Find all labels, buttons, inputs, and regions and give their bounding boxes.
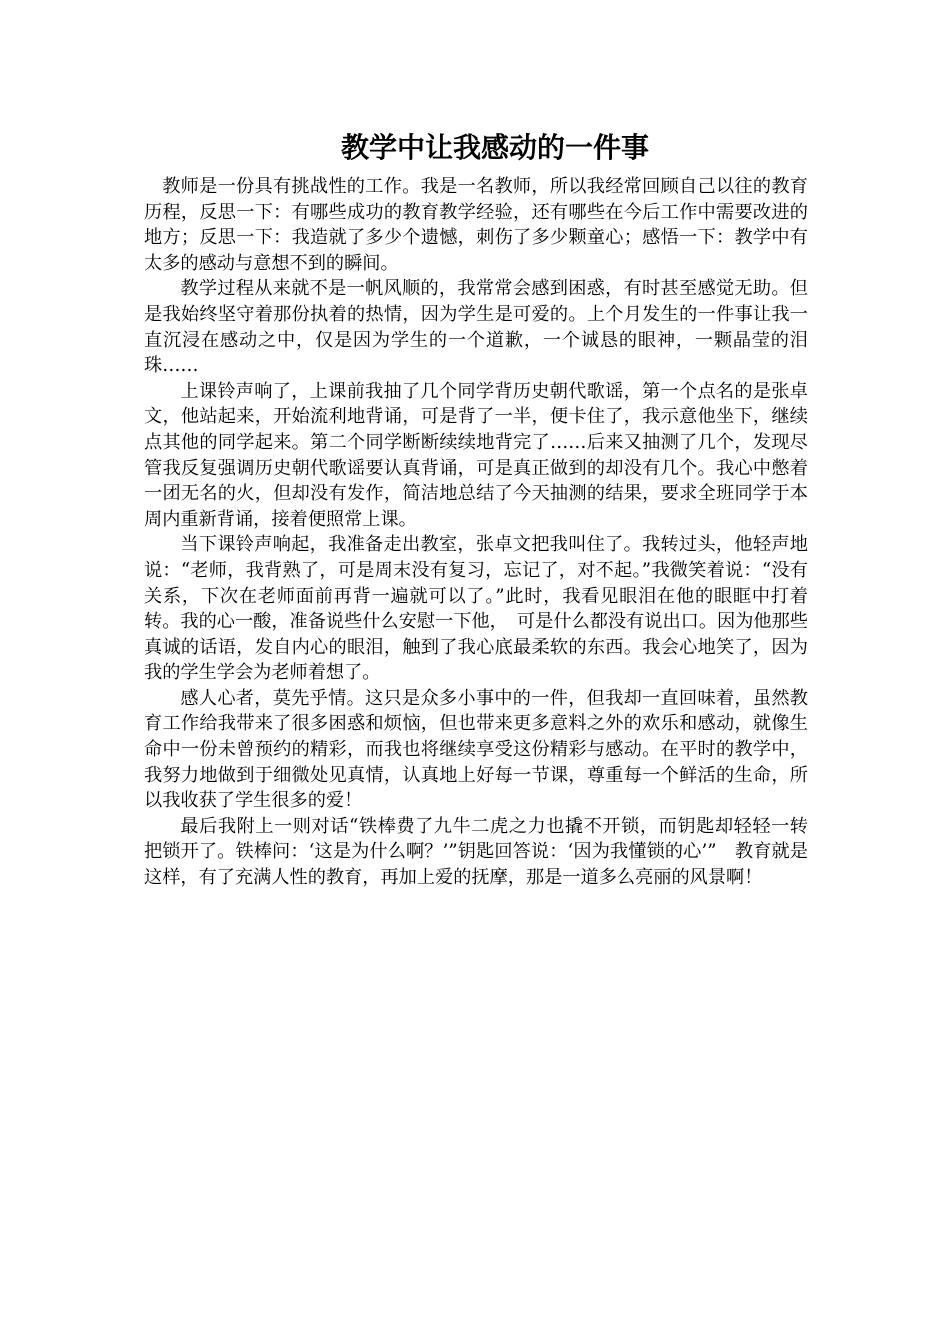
paragraph-2: 教学过程从来就不是一帆风顺的，我常常会感到困惑，有时甚至感觉无助。但是我始终坚守着那份执着的热情，因为学生是可爱的。上个月发生的一件事让我一直沉浸在感动之中，仅是因为学生的一个道歉，一个诚恳的眼神，一颗晶莹的泪珠……	[144, 278, 808, 377]
document-title: 教学中让我感动的一件事	[340, 131, 649, 164]
paragraph-1: 教师是一份具有挑战性的工作。我是一名教师，所以我经常回顾自己以往的教育历程，反思一下：有哪些成功的教育教学经验，还有哪些在今后工作中需要改进的地方；反思一下：我造就了多少个遗憾，刺伤了多少颗童心；感悟一下：教学中有太多的感动与意想不到的瞬间。	[144, 176, 808, 274]
paragraph-5: 感人心者，莫先乎情。这只是众多小事中的一件，但我却一直回味着，虽然教育工作给我带来了很多困惑和烦恼，但也带来更多意料之外的欢乐和感动，就像生命中一份未曾预约的精彩，而我也将继续享受这份精彩与感动。在平时的教学中，我努力地做到于细微处见真情，认真地上好每一节课，尊重每一个鲜活的生命，所以我收获了学生很多的爱！	[144, 687, 808, 812]
paragraph-3: 上课铃声响了，上课前我抽了几个同学背历史朝代歌谣，第一个点名的是张卓文，他站起来，开始流利地背诵，可是背了一半，便卡住了，我示意他坐下，继续点其他的同学起来。第二个同学断断续续地背完了……后来又抽测了几个，发现尽管我反复强调历史朝代歌谣要认真背诵，可是真正做到的却没有几个。我心中憋着一团无名的火，但却没有发作，简洁地总结了今天抽测的结果，要求全班同学于本周内重新背诵，接着便照常上课。	[144, 380, 808, 530]
paragraph-6: 最后我附上一则对话“铁棒费了九牛二虎之力也撬不开锁，而钥匙却轻轻一转把锁开了。铁棒问：‘这是为什么啊？’”钥匙回答说：‘因为我懂锁的心’” 教育就是这样，有了充满人性的教育，再加上爱的抚摩，那是一道多么亮丽的风景啊！	[144, 815, 808, 889]
document-body	[144, 174, 808, 891]
paragraph-4: 当下课铃声响起，我准备走出教室，张卓文把我叫住了。我转过头，他轻声地说：“老师，我背熟了，可是周末没有复习，忘记了，对不起。”我微笑着说：“没有关系，下次在老师面前再背一遍就可以了。”此时，我看见眼泪在他的眼眶中打着转。我的心一酸，准备说些什么安慰一下他， 可是什么都没有说出口。因为他那些真诚的话语，发自内心的眼泪，触到了我心底最柔软的东西。我会心地笑了，因为我的学生学会为老师着想了。	[144, 534, 808, 684]
